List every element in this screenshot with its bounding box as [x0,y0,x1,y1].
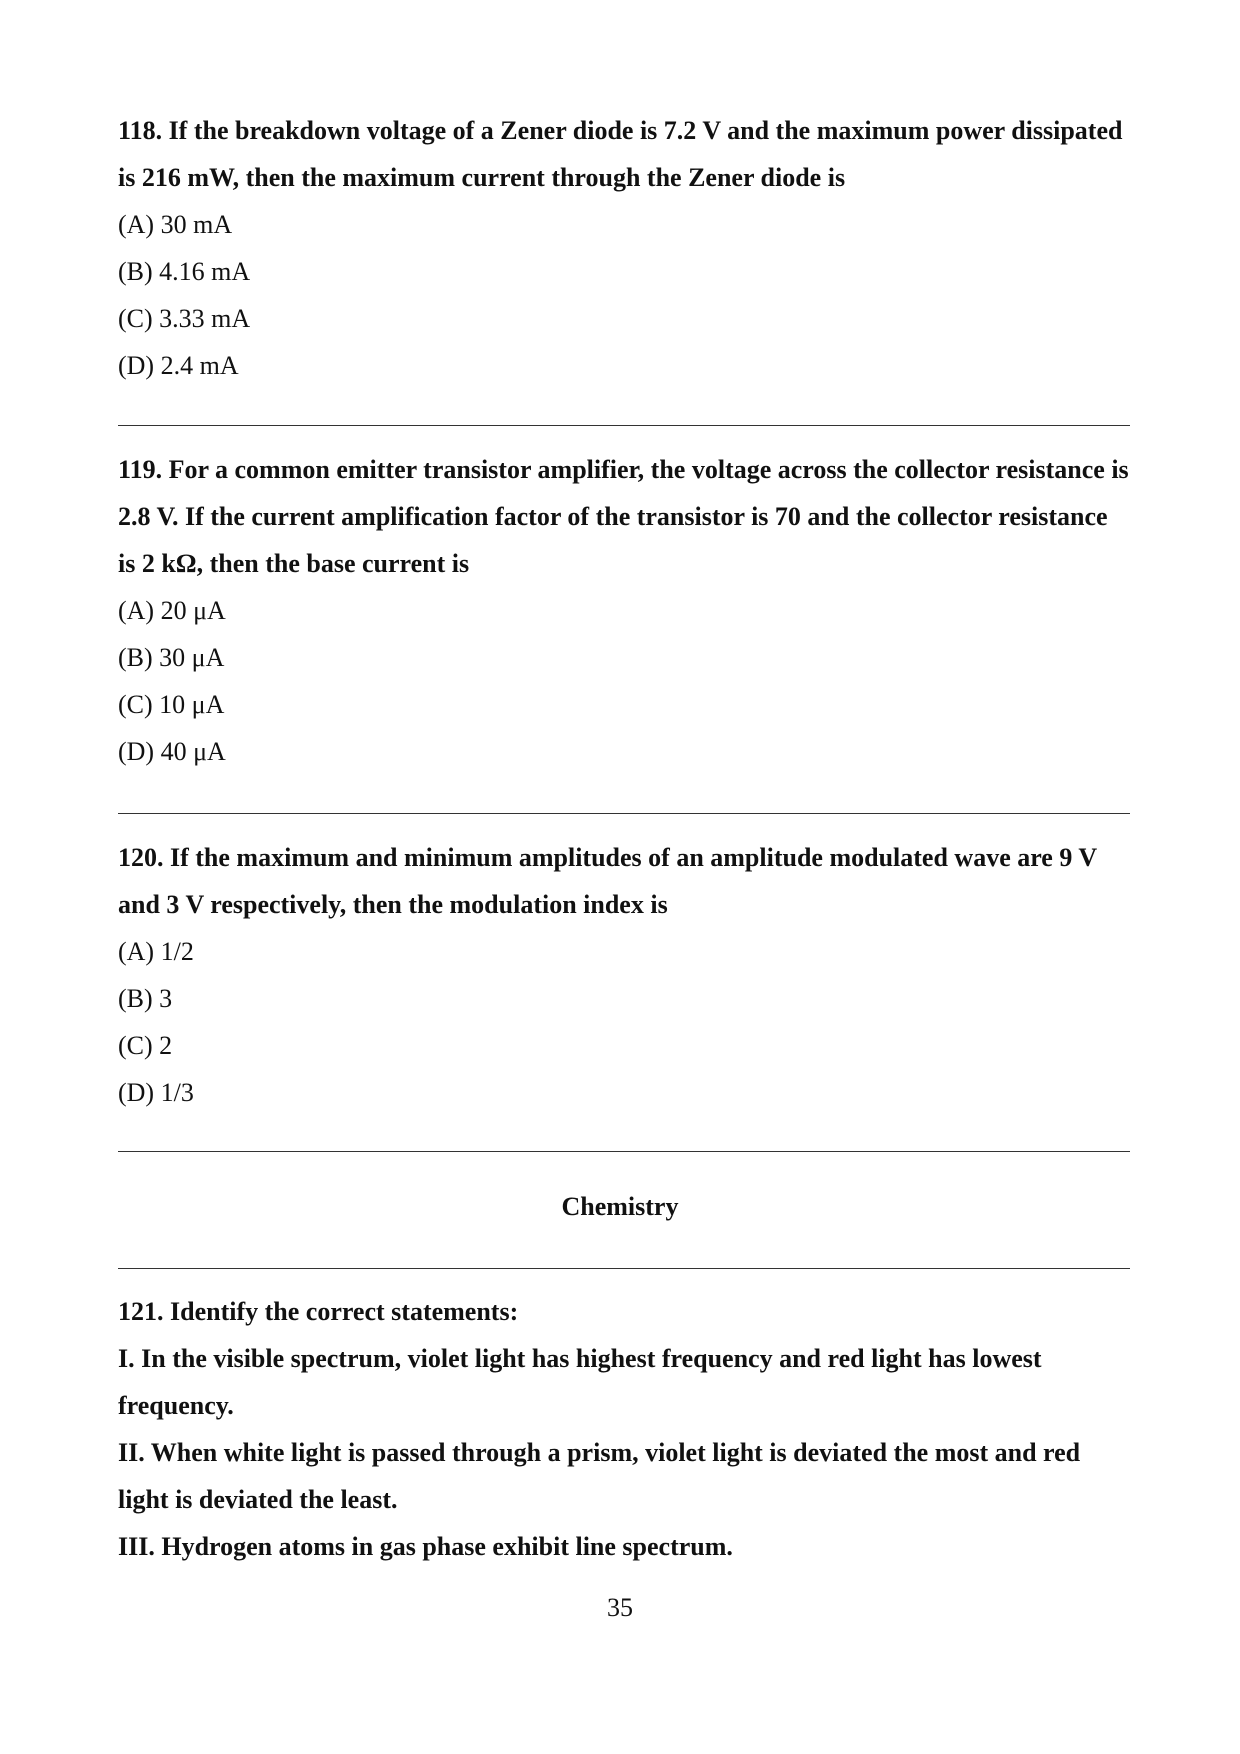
question-120 [118,834,1130,1116]
page-number: 35 [607,1593,633,1622]
option-c: (C) 2 [118,1031,173,1060]
option-b: (B) 4.16 mA [118,257,251,286]
question-119-stem: 119. For a common emitter transistor amplifier, the voltage across the collector resistance is 2.8 V. If the current amplification factor of the transistor is 70 and the collector resistance is 2 kΩ, then the base current is [118,455,1129,578]
statement-i: I. In the visible spectrum, violet light has highest frequency and red light has lowest frequency. [118,1344,1042,1420]
option-a: (A) 30 mA [118,210,233,239]
statement-ii: II. When white light is passed through a prism, violet light is deviated the most and red light is deviated the least. [118,1438,1081,1514]
divider [118,1151,1130,1152]
option-a: (A) 20 μA [118,596,226,625]
statement-iii: III. Hydrogen atoms in gas phase exhibit line spectrum. [118,1532,733,1561]
question-121 [118,1288,1130,1570]
option-b: (B) 3 [118,984,173,1013]
question-120-options [118,928,1130,1116]
question-119 [118,446,1130,775]
question-120-stem: 120. If the maximum and minimum amplitudes of an amplitude modulated wave are 9 V and 3 V respectively, then the modulation index is [118,843,1097,919]
option-c: (C) 3.33 mA [118,304,251,333]
question-118-options [118,201,1130,389]
divider [118,813,1130,814]
option-d: (D) 2.4 mA [118,351,239,380]
option-b: (B) 30 μA [118,643,225,672]
question-121-stem: 121. Identify the correct statements: [118,1297,519,1326]
section-heading: Chemistry [561,1192,679,1221]
option-d: (D) 40 μA [118,737,226,766]
question-119-options [118,587,1130,775]
option-a: (A) 1/2 [118,937,194,966]
question-118 [118,107,1130,389]
option-c: (C) 10 μA [118,690,225,719]
divider [118,425,1130,426]
divider [118,1268,1130,1269]
option-d: (D) 1/3 [118,1078,194,1107]
question-118-stem: 118. If the breakdown voltage of a Zener diode is 7.2 V and the maximum power dissipated is 216 mW, then the maximum current through the Zener diode is [118,116,1123,192]
